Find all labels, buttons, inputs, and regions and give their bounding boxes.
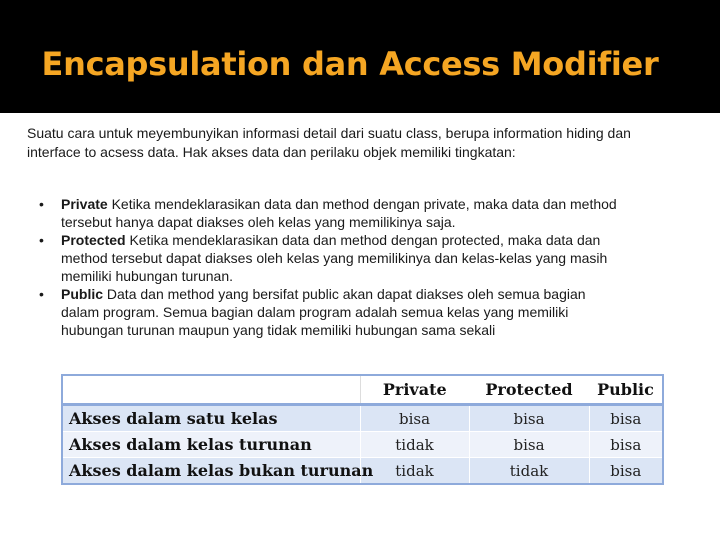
table-cell: tidak	[360, 458, 469, 485]
desc-private: Ketika mendeklarasikan data dan method dengan private, maka data dan method tersebut hanya dapat diakses oleh kelas yang memilikinya saja.	[61, 196, 617, 230]
access-modifier-table	[61, 374, 664, 485]
row-label: Akses dalam kelas bukan turunan	[62, 458, 360, 485]
header-private: Private	[360, 375, 469, 405]
table-cell: tidak	[360, 432, 469, 458]
table-cell: bisa	[469, 432, 589, 458]
list-item-protected	[27, 231, 627, 285]
table-row	[62, 405, 663, 432]
slide-content	[0, 113, 720, 540]
table-cell: bisa	[589, 458, 663, 485]
table-header-row	[62, 375, 663, 405]
desc-protected: Ketika mendeklarasikan data dan method dengan protected, maka data dan method tersebut dapat diakses oleh kelas yang memilikinya dan kelas-kelas yang masih memiliki hubungan turunan.	[61, 232, 608, 284]
header-empty	[62, 375, 360, 405]
bullet-icon: •	[39, 196, 44, 212]
desc-public: Data dan method yang bersifat public akan dapat diakses oleh semua bagian dalam program. Semua bagian dalam program adalah semua kelas yang memiliki hubungan turunan maupun yang tidak memiliki hubungan sama sekali	[61, 286, 586, 338]
term-public: Public	[61, 286, 104, 302]
intro-paragraph: Suatu cara untuk meyembunyikan informasi detail dari suatu class, berupa information hiding dan interface to acsess data. Hak akses data dan perilaku objek memiliki tingkatan:	[27, 125, 631, 160]
list-item-private	[27, 195, 627, 231]
table-cell: bisa	[589, 405, 663, 432]
table-row	[62, 458, 663, 485]
table-cell: tidak	[469, 458, 589, 485]
table-cell: bisa	[589, 432, 663, 458]
table-cell: bisa	[469, 405, 589, 432]
table-cell: bisa	[360, 405, 469, 432]
slide-title: Encapsulation dan Access Modifier	[41, 45, 659, 83]
row-label: Akses dalam satu kelas	[62, 405, 360, 432]
bullet-icon: •	[39, 286, 44, 302]
modifier-list	[27, 195, 627, 339]
term-private: Private	[61, 196, 108, 212]
table-row	[62, 432, 663, 458]
list-item-public	[27, 285, 627, 339]
bullet-icon: •	[39, 232, 44, 248]
header-protected: Protected	[469, 375, 589, 405]
term-protected: Protected	[61, 232, 126, 248]
row-label: Akses dalam kelas turunan	[62, 432, 360, 458]
header-public: Public	[589, 375, 663, 405]
